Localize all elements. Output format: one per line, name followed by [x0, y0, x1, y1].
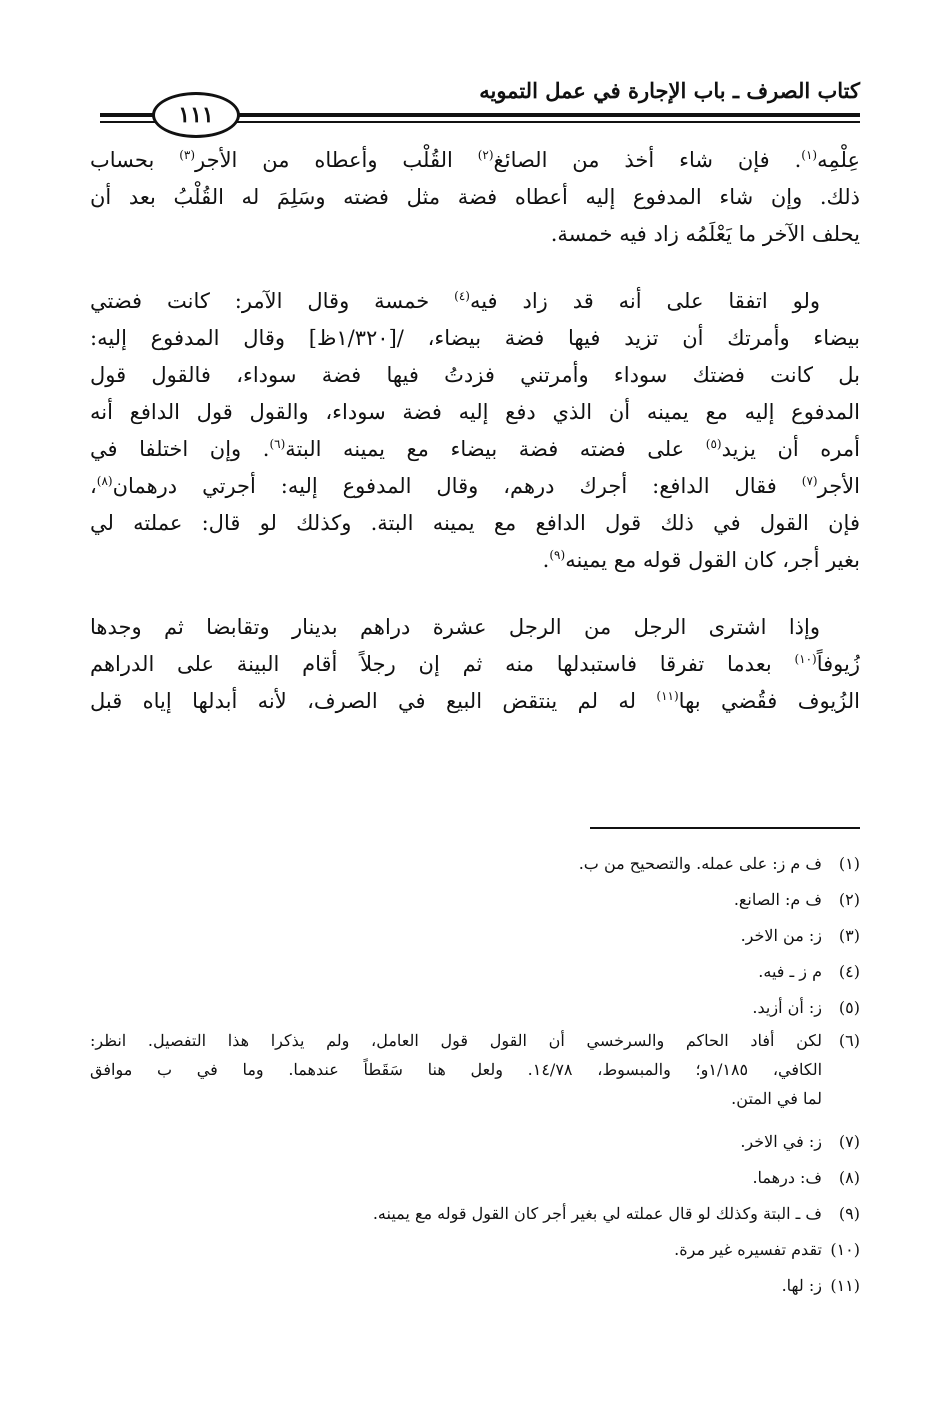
- footnote-ref[interactable]: (٣): [179, 148, 196, 162]
- text-line: [90, 216, 860, 253]
- footnote-ref[interactable]: (٨): [96, 474, 113, 488]
- footnote-number: (١١): [830, 1276, 860, 1295]
- text-run: ،: [90, 474, 97, 498]
- text-line: [90, 505, 860, 542]
- text-run: .: [542, 548, 550, 572]
- text-line: [90, 646, 860, 683]
- footnote-line: لما في المتن.: [731, 1089, 822, 1108]
- text-run: ذلك. وإن شاء المدفوع إليه أعطاه فضة مثل فضته وسَلِمَ له القُلْبُ بعد أن: [90, 185, 860, 209]
- text-line: [90, 542, 860, 579]
- text-run: زُيوفاً: [816, 652, 860, 676]
- footnote-ref[interactable]: (١١): [656, 689, 679, 703]
- footnote-number: (١٠): [830, 1240, 860, 1259]
- footnote-item: [90, 1268, 860, 1304]
- paragraph-gap: [90, 579, 860, 609]
- footnote-number: (٦): [838, 1031, 860, 1050]
- footnote-number: (٥): [838, 998, 860, 1017]
- footnote-text: ف ـ البتة وكذلك لو قال عملته لي بغير أجر كان القول قوله مع يمينه.: [372, 1204, 822, 1223]
- text-run: يحلف الآخر ما يَعْلَمُه زاد فيه خمسة.: [550, 222, 860, 246]
- footnote-ref[interactable]: (٥): [705, 437, 722, 451]
- page-number: ١١١: [152, 92, 240, 138]
- text-run: . فإن شاء أخذ من الصائغ: [493, 148, 802, 172]
- footnote-item: [90, 882, 860, 918]
- footnote-item: [90, 1124, 860, 1160]
- footnotes: [90, 846, 860, 1304]
- footnote-text: [90, 1026, 822, 1120]
- text-line: [90, 320, 860, 357]
- footnote-line: الكافي، ١/١٨٥و؛ والمبسوط، ١٤/٧٨. ولعل هنا سَقَطاً عندهما. وما في ب موافق: [90, 1060, 823, 1079]
- footnote-item: [90, 1196, 860, 1232]
- footnote-ref[interactable]: (٤): [454, 289, 470, 303]
- text-run: بعدما تفرقا فاستبدلها منه ثم إن رجلاً أقام البينة على الدراهم: [90, 652, 795, 676]
- footnote-number: (٩): [838, 1204, 860, 1223]
- footnote-item: [90, 846, 860, 882]
- footnote-text: ف م ز: على عمله. والتصحيح من ب.: [578, 854, 822, 873]
- text-line: [90, 609, 860, 646]
- text-run: بيضاء وأمرتك أن تزيد فيها فضة بيضاء، /[١/٣٢٠ظ] وقال المدفوع إليه:: [90, 326, 860, 350]
- text-run: وإذا اشترى الرجل من الرجل عشرة دراهم بدينار وتقابضا ثم وجدها: [90, 615, 820, 639]
- footnote-ref[interactable]: (٧): [801, 474, 818, 488]
- text-run: أمره أن يزيد: [721, 437, 860, 461]
- text-line: [90, 357, 860, 394]
- footnote-line: لكن أفاد الحاكم والسرخسي أن القول قول العامل، ولم يذكرا هذا التفصيل. انظر:: [90, 1031, 822, 1050]
- text-run: خمسة وقال الآمر: كانت فضتي: [90, 289, 455, 313]
- main-text: [90, 142, 860, 720]
- footnote-text: ف م: الصانع.: [733, 890, 822, 909]
- footnote-item: [90, 1160, 860, 1196]
- text-run: ولو اتفقا على أنه قد زاد فيه: [469, 289, 821, 313]
- text-run: بل كانت فضتك سوداء وأمرتني فزدتُ فيها فضة سوداء، فالقول قول: [90, 363, 860, 387]
- footnote-ref[interactable]: (٢): [477, 148, 494, 162]
- footnote-separator: [590, 827, 860, 829]
- footnote-number: (٤): [838, 962, 860, 981]
- footnote-text: ز: في الاخر.: [740, 1132, 822, 1151]
- footnote-text: ز: لها.: [781, 1276, 822, 1295]
- text-line: [90, 394, 860, 431]
- footnote-ref[interactable]: (٩): [549, 548, 566, 562]
- footnote-item: [90, 954, 860, 990]
- text-line: [90, 683, 860, 720]
- text-run: عِلْمِه: [817, 148, 860, 172]
- footnote-number: (٧): [838, 1132, 860, 1151]
- text-line: [90, 431, 860, 468]
- text-run: فإن القول في ذلك قول الدافع مع يمينه البتة. وكذلك لو قال: عملته لي: [90, 511, 860, 535]
- running-head: كتاب الصرف ـ باب الإجارة في عمل التمويه: [479, 78, 860, 103]
- footnote-number: (٨): [838, 1168, 860, 1187]
- footnote-number: (٢): [838, 890, 860, 909]
- footnote-item: [90, 1026, 860, 1120]
- footnote-item: [90, 990, 860, 1026]
- paragraph-gap: [90, 253, 860, 283]
- footnote-text: ف: درهما.: [752, 1168, 822, 1187]
- text-run: الأجر: [817, 474, 860, 498]
- text-line: [90, 142, 860, 179]
- text-line: [90, 468, 860, 505]
- footnote-text: م ز ـ فيه.: [758, 962, 822, 981]
- text-run: بغير أجر، كان القول قوله مع يمينه: [565, 548, 860, 572]
- text-run: الزُيوف فقُضي بها: [678, 689, 860, 713]
- footnote-text: تقدم تفسيره غير مرة.: [674, 1240, 822, 1259]
- text-run: القُلْب وأعطاه من الأجر: [195, 148, 478, 172]
- footnote-number: (١): [838, 854, 860, 873]
- footnote-item: [90, 1232, 860, 1268]
- text-run: فقال الدافع: أجرك درهم، وقال المدفوع إليه: أجرتي درهمان: [112, 474, 802, 498]
- text-line: [90, 179, 860, 216]
- footnote-text: ز: من الاخر.: [740, 926, 822, 945]
- text-line: [90, 283, 860, 320]
- text-run: له لم ينتقض البيع في الصرف، لأنه أبدلها إياه قبل: [90, 689, 657, 713]
- text-run: . وإن اختلفا في: [90, 437, 270, 461]
- text-run: بحساب: [90, 148, 180, 172]
- footnote-item: [90, 918, 860, 954]
- footnote-ref[interactable]: (٦): [269, 437, 286, 451]
- footnote-number: (٣): [838, 926, 860, 945]
- text-run: على فضته فضة بيضاء مع يمينه البتة: [285, 437, 706, 461]
- text-run: المدفوع إليه مع يمينه أن الذي دفع إليه فضة سوداء، والقول قول الدافع أنه: [90, 400, 860, 424]
- footnote-ref[interactable]: (١٠): [794, 652, 817, 666]
- footnote-text: ز: أن أزيد.: [752, 998, 822, 1017]
- footnote-ref[interactable]: (١): [801, 148, 818, 162]
